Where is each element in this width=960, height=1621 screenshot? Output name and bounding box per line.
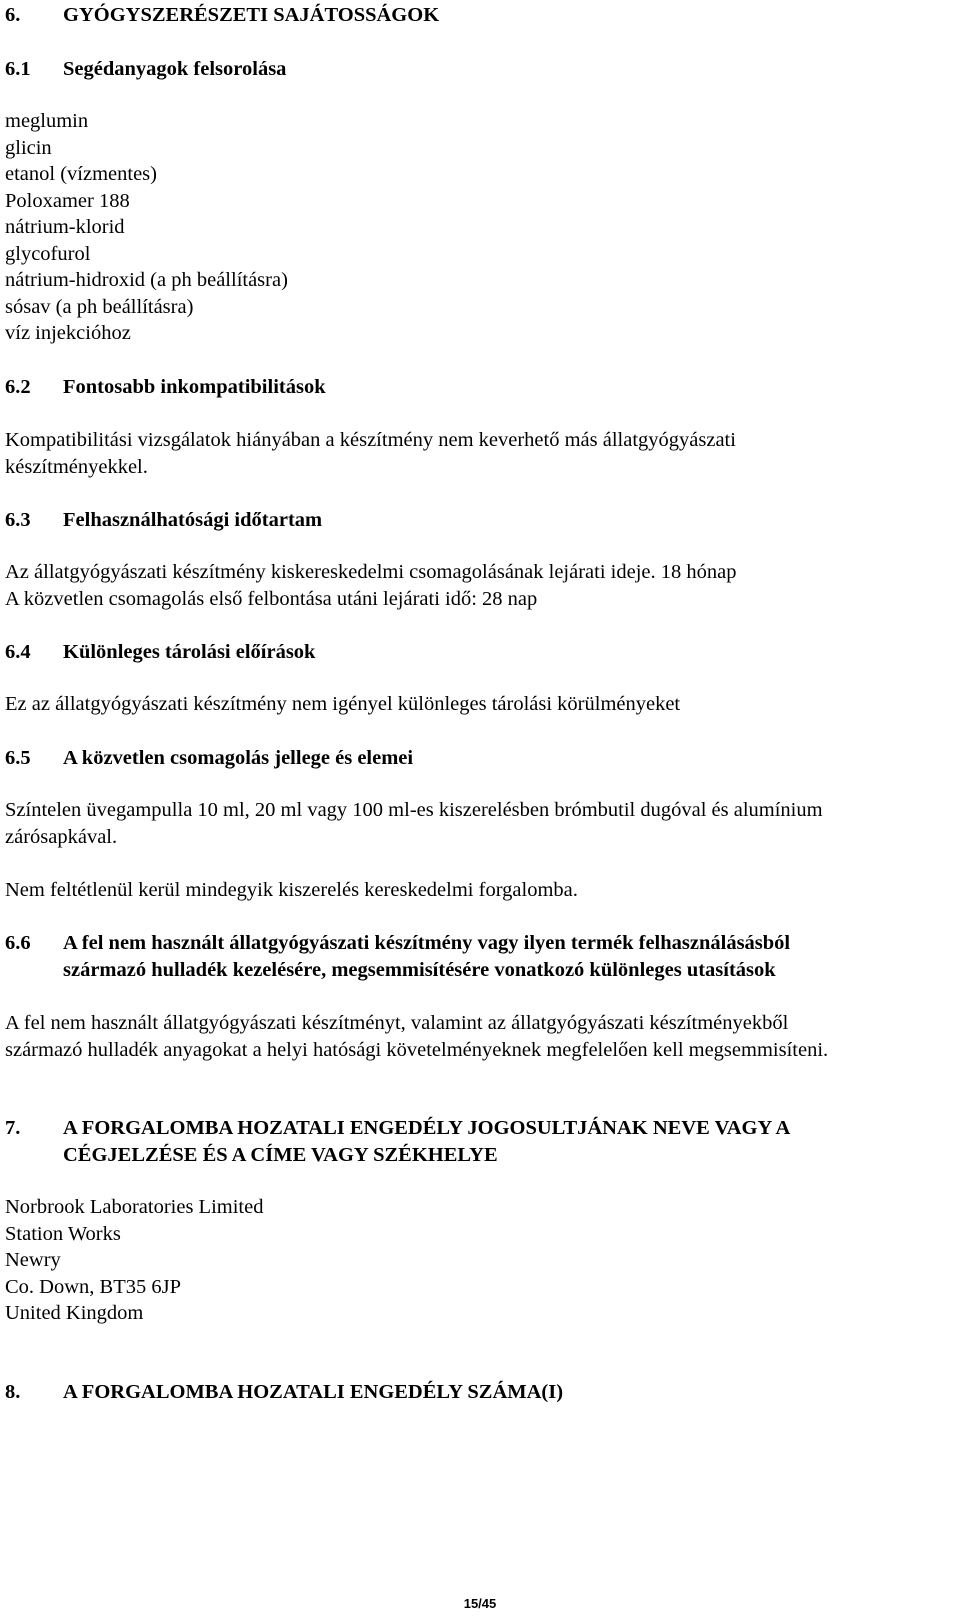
section-6-3-body [5,559,955,612]
section-6-6-heading [5,930,955,983]
list-item: etanol (vízmentes) [5,163,157,185]
section-number: 8. [5,1381,21,1403]
list-item: nátrium-klorid [5,216,125,238]
address-line: Newry [5,1249,61,1271]
section-6-2-heading [5,374,955,401]
section-title: Felhasználhatósági időtartam [63,509,323,531]
section-title: Különleges tárolási előírások [63,641,316,663]
paragraph-line: származó hulladék anyagokat a helyi hatósági követelményeknek megfelelően kell megsemmisíteni. [5,1038,829,1061]
paragraph-line: zárósapkával. [5,825,118,848]
address-line: Norbrook Laboratories Limited [5,1196,264,1218]
holder-address [5,1194,955,1327]
section-title: A fel nem használt állatgyógyászati készítmény vagy ilyen termék felhasználásásból [63,932,791,954]
list-item: glycofurol [5,242,91,265]
paragraph-line: készítményekkel. [5,455,148,478]
section-6-heading [5,2,955,29]
section-6-3-heading [5,507,955,534]
section-6-5-body [5,797,955,850]
list-item: Poloxamer 188 [5,189,130,212]
section-number: 6. [5,4,21,26]
list-item: víz injekcióhoz [5,322,131,344]
list-item: meglumin [5,110,89,132]
section-title: A közvetlen csomagolás jellege és elemei [63,747,414,769]
section-6-5-heading [5,745,955,772]
section-6-4-heading [5,639,955,666]
list-item: glicin [5,136,52,159]
section-title-continued: származó hulladék kezelésére, megsemmisítésére vonatkozó különleges utasítások [63,958,776,981]
section-number: 6.5 [5,747,31,769]
section-6-6-body [5,1010,955,1063]
page-number: 15/45 [463,1596,497,1611]
section-6-2-body [5,427,955,480]
paragraph-line: Ez az állatgyógyászati készítmény nem igényel különleges tárolási körülményeket [5,693,681,715]
section-6-4-body [5,691,955,718]
list-item: nátrium-hidroxid (a ph beállításra) [5,269,288,291]
section-number: 6.1 [5,58,31,80]
section-title: A FORGALOMBA HOZATALI ENGEDÉLY SZÁMA(I) [63,1381,564,1403]
list-item: sósav (a ph beállításra) [5,295,194,318]
paragraph-line: Kompatibilitási vizsgálatok hiányában a készítmény nem keverhető más állatgyógyászati [5,429,736,451]
section-title: A FORGALOMBA HOZATALI ENGEDÉLY JOGOSULTJÁNAK NEVE VAGY A [63,1117,791,1139]
paragraph-line: A közvetlen csomagolás első felbontása utáni lejárati idő: 28 nap [5,587,538,610]
paragraph-line: A fel nem használt állatgyógyászati készítményt, valamint az állatgyógyászati készítményekből [5,1012,789,1034]
section-6-5-note: Nem feltétlenül kerül mindegyik kiszerelés kereskedelmi forgalomba. [5,879,578,901]
section-title: GYÓGYSZERÉSZETI SAJÁTOSSÁGOK [63,4,440,26]
address-line: Co. Down, BT35 6JP [5,1275,181,1298]
section-title-continued: CÉGJELZÉSE ÉS A CÍME VAGY SZÉKHELYE [63,1143,498,1166]
paragraph-line: Az állatgyógyászati készítmény kiskereskedelmi csomagolásának lejárati ideje. 18 hónap [5,561,737,583]
section-title: Segédanyagok felsorolása [63,58,287,80]
address-line: United Kingdom [5,1302,144,1324]
section-7-heading [5,1115,955,1168]
section-number: 6.4 [5,641,31,663]
address-line: Station Works [5,1222,121,1245]
section-number: 6.3 [5,509,31,531]
section-number: 6.2 [5,376,31,398]
paragraph-line: Színtelen üvegampulla 10 ml, 20 ml vagy 100 ml-es kiszerelésben brómbutil dugóval és alumínium [5,799,823,821]
section-number: 6.6 [5,932,31,954]
excipient-list [5,108,955,347]
section-6-1-heading [5,56,955,83]
section-8-heading [5,1379,955,1406]
section-number: 7. [5,1117,21,1139]
section-title: Fontosabb inkompatibilitások [63,376,326,398]
